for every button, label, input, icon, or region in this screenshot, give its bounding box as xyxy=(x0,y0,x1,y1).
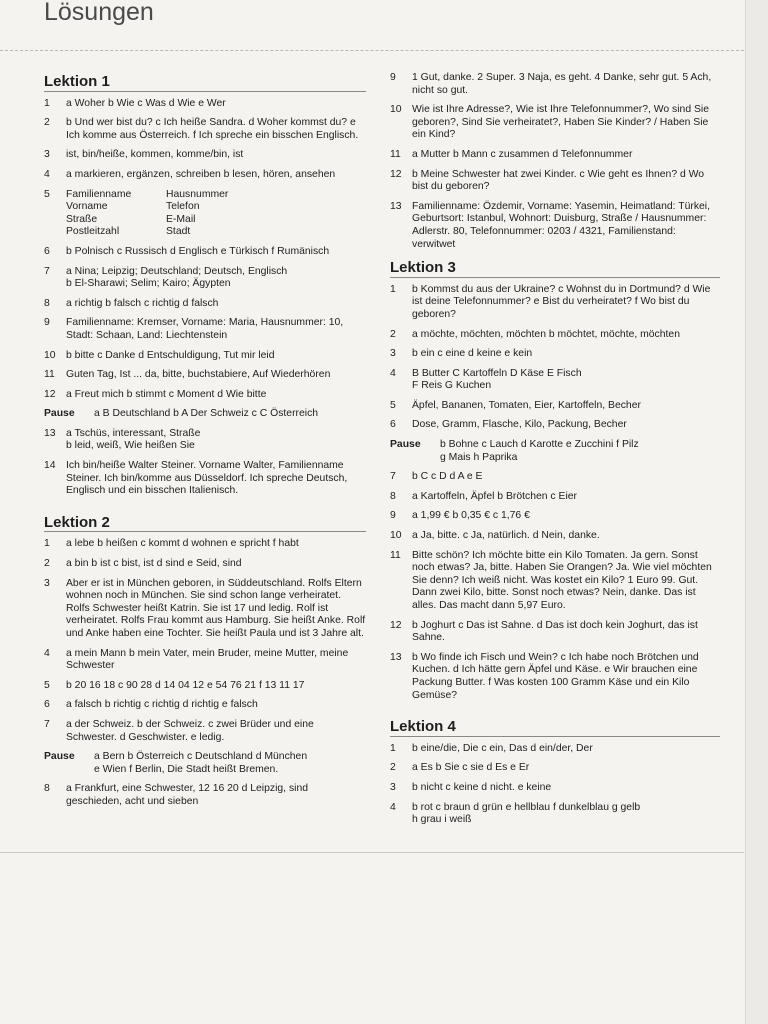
answer-item: 9 a 1,99 € b 0,35 € c 1,76 € xyxy=(390,510,530,522)
answer-item-dialogue: 11 Bitte schön? Ich möchte bitte ein Kilo Tomaten. Ja gern. Sonst noch etwas? Ja, bitte. Haben Sie Orangen? Ja. Wie viel möchten Sie denn? Ich weiß nicht. Was kostet ein Kilo? 1 Euro 99. Gut. Dann zwei Kilo, bitte. Sonst noch etwas? Nein, danke. Das ist alles. Das macht dann 5,97 Euro. xyxy=(390,549,712,611)
answer-item: 8 a Frankfurt, eine Schwester, 12 16 20 d Leipzig, sind geschieden, acht und sieben xyxy=(44,783,309,807)
answer-item: 10 Wie ist Ihre Adresse?, Wie ist Ihre Telefonnummer?, Wo sind Sie geboren?, Sind Sie verheiratet?, Haben Sie Kinder? / Haben Sie ein Kind? xyxy=(390,104,710,141)
answer-item: 13 a Tschüs, interessant, Straße b leid, weiß, Wie heißen Sie xyxy=(44,427,201,452)
answer-item: 1 a Woher b Wie c Was d Wie e Wer xyxy=(44,97,226,109)
answer-item: 14 Ich bin/heiße Walter Steiner. Vorname Walter, Familienname Steiner. Ich bin/komme aus Düsseldorf. Ich spreche Deutsch, Englisch und ein bisschen Italienisch. xyxy=(44,460,348,497)
answer-item: 3 ist, bin/heiße, kommen, komme/bin, ist xyxy=(44,149,244,161)
answer-item: 12 b Joghurt c Das ist Sahne. d Das ist doch kein Joghurt, das ist Sahne. xyxy=(390,619,698,644)
answer-item: 5 Äpfel, Bananen, Tomaten, Eier, Kartoffeln, Becher xyxy=(390,399,641,411)
answer-item: 11 Guten Tag, Ist ... da, bitte, buchstabiere, Auf Wiederhören xyxy=(44,369,331,381)
answer-item: 3 Aber er ist in München geboren, in Süddeutschland. Rolfs Eltern wohnen noch in München. Sie sind schon lange verheiratet. Rolfs Schwester heißt Katrin. Sie ist 17 und ledig. Rolf ist verheiratet. Rolfs Frau kommt aus Hamburg. Sie heißt Anke. Rolf und Anke haben eine Tochter. Sie heißt Paula und ist 3 Jahre alt. xyxy=(44,577,366,639)
answer-item: 3 b nicht c keine d nicht. e keine xyxy=(390,781,552,793)
answer-item: 2 a Es b Sie c sie d Es e Er xyxy=(390,762,530,774)
answer-item: 9 1 Gut, danke. 2 Super. 3 Naja, es geht. 4 Danke, sehr gut. 5 Ach, nicht so gut. xyxy=(390,72,712,96)
answer-item: 13 Familienname: Özdemir, Vorname: Yasemin, Heimatland: Türkei, Geburtsort: Istanbul, Wohnort: Duisburg, Straße / Hausnummer: Adlerstr. 80, Telefonnummer: 0203 / 4321, Familienstand: verwitwet xyxy=(390,200,710,250)
lektion-4-heading: Lektion 4 xyxy=(390,721,720,737)
answer-item: 2 b Und wer bist du? c Ich heiße Sandra. d Woher kommst du? e Ich komme aus Österreich. f Ich spreche ein bisschen Englisch. xyxy=(44,117,359,141)
answer-item: 7 a Nina; Leipzig; Deutschland; Deutsch, Englisch b El-Sharawi; Selim; Kairo; Ägypten xyxy=(44,265,288,290)
pause-item: Pause a Bern b Österreich c Deutschland d München e Wien f Berlin, Die Stadt heißt Bremen. xyxy=(44,751,308,775)
answer-item: 1 b Kommst du aus der Ukraine? c Wohnst du in Dortmund? d Wie ist deine Telefonnummer? e Bist du verheiratet? f Wo bist du geboren? xyxy=(390,283,711,320)
answer-item: 2 a möchte, möchten, möchten b möchtet, möchte, möchten xyxy=(390,328,680,340)
answer-item: 2 a bin b ist c bist, ist d sind e Seid, sind xyxy=(44,558,242,570)
answer-item: 6 Dose, Gramm, Flasche, Kilo, Packung, Becher xyxy=(390,419,627,431)
answer-item: 8 a richtig b falsch c richtig d falsch xyxy=(44,297,219,309)
lektion-1-heading: Lektion 1 xyxy=(44,76,366,92)
answer-item: 10 b bitte c Danke d Entschuldigung, Tut mir leid xyxy=(44,349,275,361)
answer-item: 9 Familienname: Kremser, Vorname: Maria, Hausnummer: 10, Stadt: Schaan, Land: Liechtenstein xyxy=(44,317,344,341)
answer-item: 8 a Kartoffeln, Äpfel b Brötchen c Eier xyxy=(390,490,577,502)
answer-item: 12 b Meine Schwester hat zwei Kinder. c Wie geht es Ihnen? d Wo bist du geboren? xyxy=(390,168,705,193)
answer-item: 1 a lebe b heißen c kommt d wohnen e spricht f habt xyxy=(44,538,299,550)
scan-fold-line xyxy=(0,852,744,853)
answer-item: 1 b eine/die, Die c ein, Das d ein/der, Der xyxy=(390,742,593,754)
answer-item: 6 a falsch b richtig c richtig d richtig e falsch xyxy=(44,699,258,711)
answer-item: 12 a Freut mich b stimmt c Moment d Wie bitte xyxy=(44,388,267,400)
answer-item: 11 a Mutter b Mann c zusammen d Telefonnummer xyxy=(390,148,633,160)
answer-item: 7 b C c D d A e E xyxy=(390,471,483,483)
page-title: Lösungen xyxy=(44,0,154,26)
right-column xyxy=(390,72,720,834)
title-divider xyxy=(0,50,744,51)
lektion-3-heading: Lektion 3 xyxy=(390,262,720,278)
pause-item: Pause b Bohne c Lauch d Karotte e Zucchini f Pilz g Mais h Paprika xyxy=(390,439,639,463)
left-column xyxy=(44,73,366,816)
answer-item: 4 B Butter C Kartoffeln D Käse E Fisch F Reis G Kuchen xyxy=(390,367,582,392)
answer-item: 6 b Polnisch c Russisch d Englisch e Türkisch f Rumänisch xyxy=(44,245,330,257)
answer-item: 5 b 20 16 18 c 90 28 d 14 04 12 e 54 76 21 f 13 11 17 xyxy=(44,679,305,691)
pause-item: Pause a B Deutschland b A Der Schweiz c C Österreich xyxy=(44,408,319,420)
answer-item: 13 b Wo finde ich Fisch und Wein? c Ich habe noch Brötchen und Kuchen. d Ich hätte gern Äpfel und Käse. e Wir brauchen eine Packung Butter. f Was kosten 100 Gramm Käse und ein Kilo Gemüse? xyxy=(390,651,699,701)
answer-item-form-fields: 5 Familienname Hausnummer Vorname Telefon Straße E-Mail Postleitzahl Stadt xyxy=(44,188,229,238)
answer-item: 4 a mein Mann b mein Vater, mein Bruder, meine Mutter, meine Schwester xyxy=(44,647,349,672)
page-edge-strip xyxy=(745,0,768,1024)
answer-item: 3 b ein c eine d keine e kein xyxy=(390,348,533,360)
lektion-2-heading: Lektion 2 xyxy=(44,517,366,533)
answer-item: 4 b rot c braun d grün e hellblau f dunkelblau g gelb h grau i weiß xyxy=(390,801,641,826)
answer-item: 4 a markieren, ergänzen, schreiben b lesen, hören, ansehen xyxy=(44,168,336,180)
answer-item: 7 a der Schweiz. b der Schweiz. c zwei Brüder und eine Schwester. d Geschwister. e ledig. xyxy=(44,718,314,743)
answer-item: 10 a Ja, bitte. c Ja, natürlich. d Nein, danke. xyxy=(390,530,600,542)
